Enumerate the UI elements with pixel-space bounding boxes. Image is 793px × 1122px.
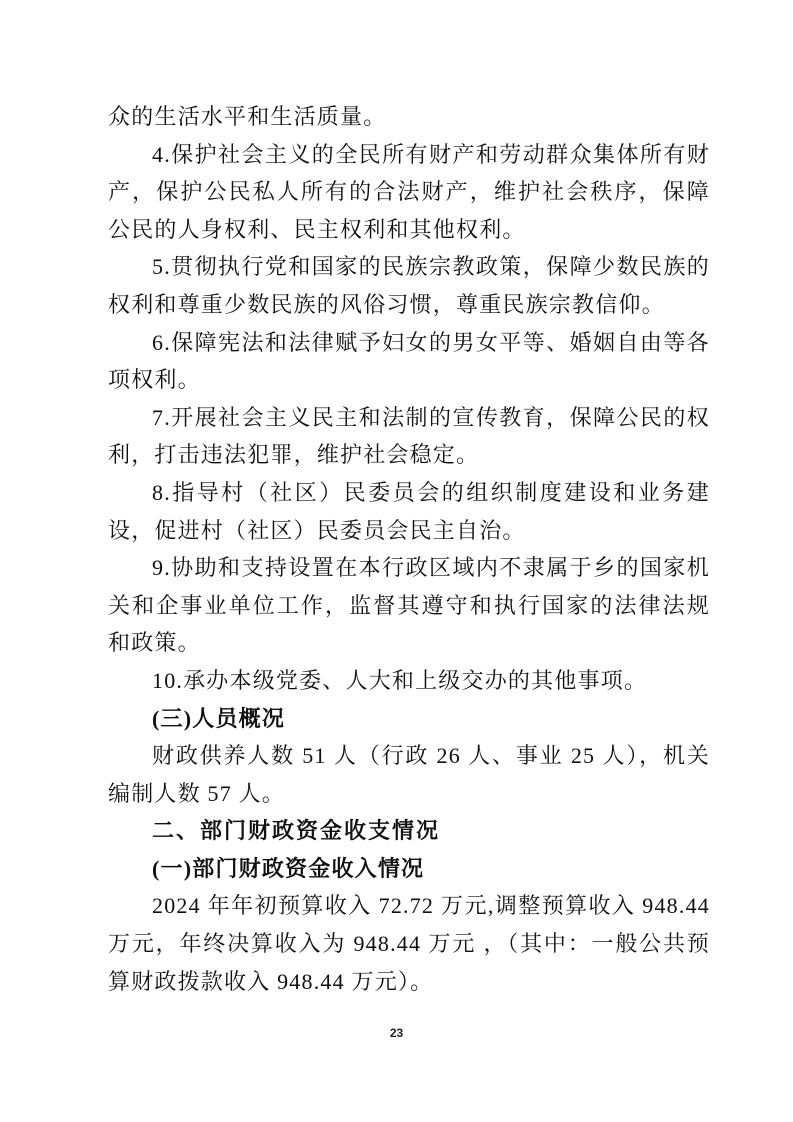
heading-section-two-budget: 二、部门财政资金收支情况 — [152, 818, 441, 844]
paragraph-item-9: 9.协助和支持设置在本行政区域内不隶属于乡的国家机关和企事业单位工作，监督其遵守和执行国家的法律法规和政策。 — [108, 555, 710, 656]
paragraph-continuation: 众的生活水平和生活质量。 — [108, 104, 387, 129]
heading-subsection-one-income: (一)部门财政资金收入情况 — [152, 855, 425, 881]
paragraph-item-4: 4.保护社会主义的全民所有财产和劳动群众集体所有财产，保护公民私人所有的合法财产，维护社会秩序，保障公民的人身权利、民主权利和其他权利。 — [108, 141, 710, 242]
paragraph-item-7: 7.开展社会主义民主和法制的宣传教育，保障公民的权利，打击违法犯罪，维护社会稳定。 — [108, 404, 710, 468]
paragraph-item-5: 5.贯彻执行党和国家的民族宗教政策，保障少数民族的权利和尊重少数民族的风俗习惯，尊重民族宗教信仰。 — [108, 254, 710, 317]
document-body — [108, 98, 710, 1000]
paragraph-budget-income-detail: 2024 年年初预算收入 72.72 万元,调整预算收入 948.44 万元，年终决算收入为 948.44 万元 ，（其中：一般公共预算财政拨款收入 948.44 万元）。 — [108, 893, 710, 994]
paragraph-item-6: 6.保障宪法和法律赋予妇女的男女平等、婚姻自由等各项权利。 — [108, 329, 710, 393]
heading-personnel-overview: (三)人员概况 — [152, 705, 286, 731]
page-number: 23 — [389, 1026, 404, 1040]
paragraph-personnel-numbers: 财政供养人数 51 人（行政 26 人、事业 25 人），机关编制人数 57 人。 — [108, 743, 710, 806]
paragraph-item-10: 10.承办本级党委、人大和上级交办的其他事项。 — [152, 667, 648, 693]
page-footer — [0, 1024, 793, 1042]
paragraph-item-8: 8.指导村（社区）民委员会的组织制度建设和业务建设，促进村（社区）民委员会民主自治。 — [108, 479, 710, 543]
